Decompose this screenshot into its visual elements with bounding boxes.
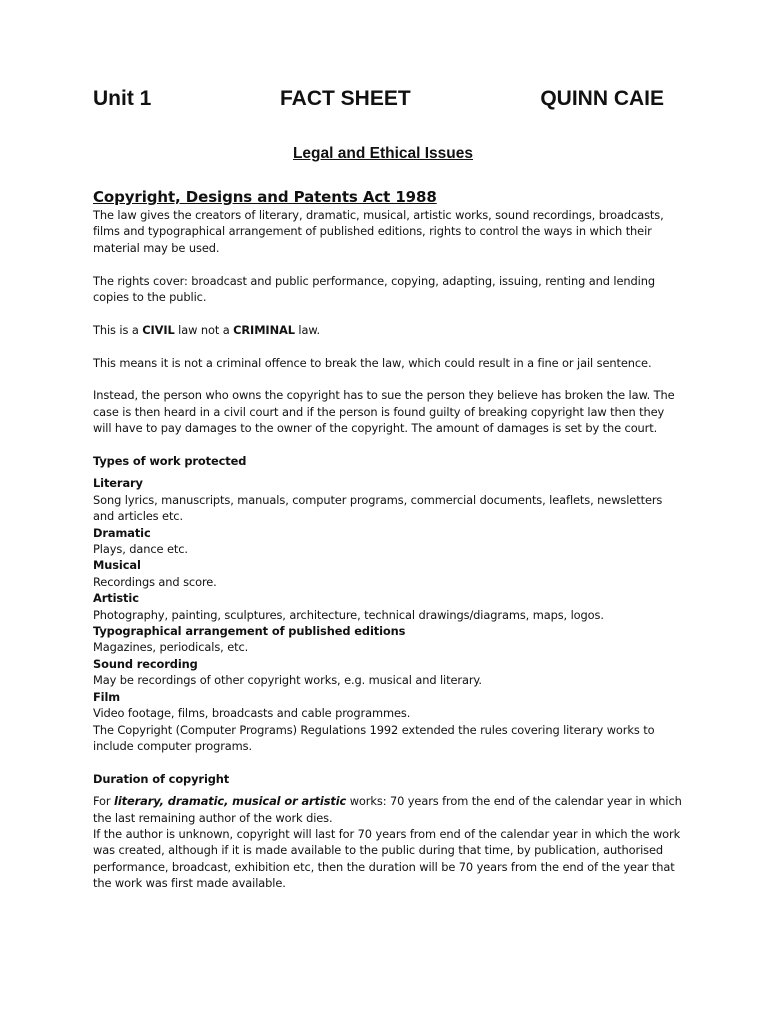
paragraph-civil-law (93, 322, 683, 338)
type-label-typographical: Typographical arrangement of published editions (93, 624, 406, 639)
type-desc-typographical: Magazines, periodicals, etc. (93, 640, 249, 655)
civil-keyword: CIVIL (142, 322, 175, 337)
criminal-keyword: CRIMINAL (233, 322, 295, 337)
section-heading-copyright-act: Copyright, Designs and Patents Act 1988 (93, 188, 437, 206)
types-heading: Types of work protected (93, 454, 247, 469)
duration-text-post: works: 70 years from the end of the calendar year in which the last remaining author of the work dies. (93, 794, 682, 825)
type-label-film: Film (93, 689, 121, 704)
type-desc-sound-recording: May be recordings of other copyright works, e.g. musical and literary. (93, 673, 482, 688)
paragraph-sue: Instead, the person who owns the copyright has to sue the person they believe has broken the law. The case is then heard in a civil court and if the person is found guilty of breaking copyright law then they will have to pay damages to the owner of the copyright. The amount of damages is set by the court. (93, 388, 675, 436)
paragraph-rights-intro: The law gives the creators of literary, dramatic, musical, artistic works, sound recordings, broadcasts, films and typographical arrangement of published editions, rights to control the ways in which their material may be used. (93, 208, 664, 255)
paragraph-computer-programs-regulation: The Copyright (Computer Programs) Regulations 1992 extended the rules covering literary works to include computer programs. (93, 722, 655, 753)
type-label-sound-recording: Sound recording (93, 656, 198, 671)
duration-work-types: literary, dramatic, musical or artistic (114, 794, 347, 809)
duration-text-pre: For (93, 794, 115, 809)
document-title: FACT SHEET (280, 87, 411, 110)
type-desc-literary: Song lyrics, manuscripts, manuals, computer programs, commercial documents, leaflets, newsletters and articles etc. (93, 492, 663, 524)
type-label-literary: Literary (93, 476, 143, 491)
type-desc-artistic: Photography, painting, sculptures, architecture, technical drawings/diagrams, maps, logos. (93, 607, 604, 622)
document-subtitle: Legal and Ethical Issues (292, 145, 474, 162)
paragraph-duration-known-author (93, 793, 683, 826)
type-desc-film: Video footage, films, broadcasts and cable programmes. (93, 706, 411, 721)
unit-label: Unit 1 (93, 87, 152, 110)
duration-heading: Duration of copyright (93, 771, 230, 786)
document-body (93, 187, 683, 892)
type-label-artistic: Artistic (93, 591, 139, 606)
paragraph-duration-unknown-author: If the author is unknown, copyright will last for 70 years from end of the calendar year in which the work was created, although if it is made available to the public during that time, by publication, authorised performance, broadcast, exhibition etc, then the duration will be 70 years from the end of the year that the work was first made available. (93, 826, 681, 891)
author-name: QUINN CAIE (540, 87, 664, 110)
civil-law-text-post: law. (294, 322, 321, 337)
type-label-dramatic: Dramatic (93, 525, 151, 540)
civil-law-text-mid: law not a (174, 322, 234, 337)
document-header (93, 87, 664, 115)
paragraph-not-criminal: This means it is not a criminal offence to break the law, which could result in a fine or jail sentence. (93, 355, 652, 370)
paragraph-rights-cover: The rights cover: broadcast and public performance, copying, adapting, issuing, renting and lending copies to the public. (93, 273, 655, 305)
type-desc-musical: Recordings and score. (93, 574, 217, 589)
type-desc-dramatic: Plays, dance etc. (93, 542, 188, 557)
civil-law-text-pre: This is a (93, 322, 143, 337)
document-page (93, 0, 683, 1024)
type-label-musical: Musical (93, 558, 141, 573)
